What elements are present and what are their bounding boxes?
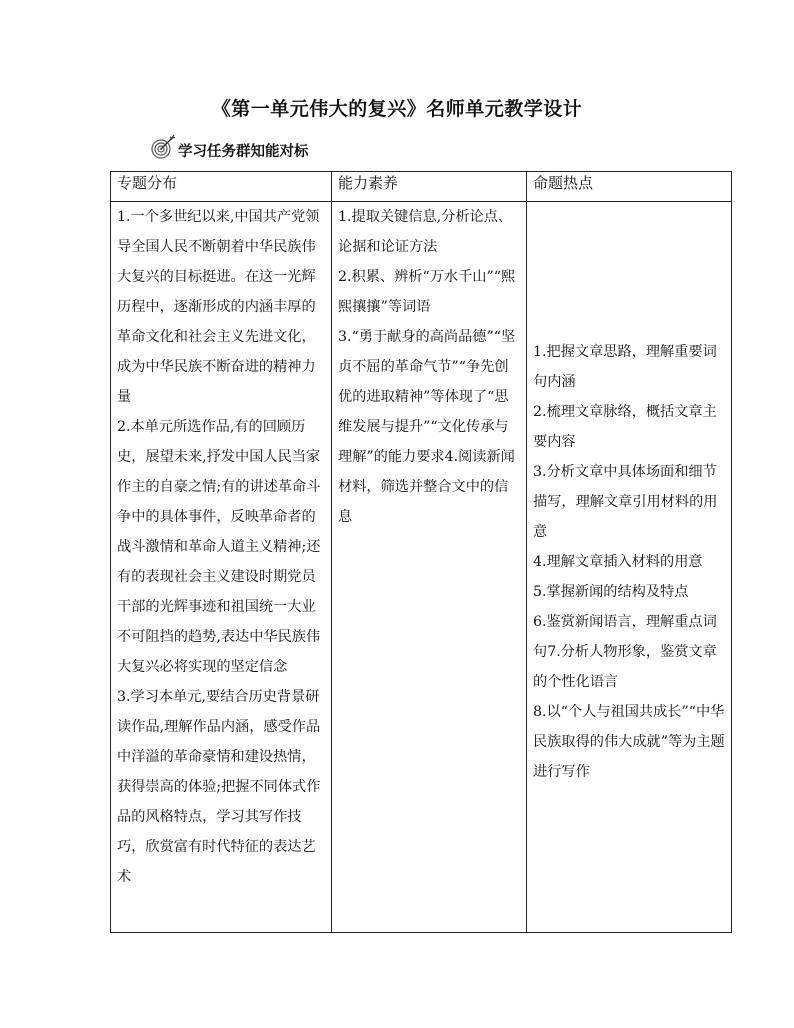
knowledge-table — [110, 171, 732, 933]
ability-literacy-cell — [332, 202, 527, 933]
section-heading — [150, 130, 309, 160]
header-exam-hotspots: 命题热点 — [527, 172, 732, 202]
exam-hotspots-cell — [527, 202, 732, 933]
table-row — [111, 202, 732, 933]
hotspot-item-5: 5.掌握新闻的结构及特点 — [533, 584, 689, 600]
hotspot-item-7: 8.以“个人与祖国共成长”“中华民族取得的伟大成就”等为主题进行写作 — [533, 704, 725, 780]
hotspot-item-1: 1.把握文章思路，理解重要词句内涵 — [533, 344, 717, 390]
topic-distribution-cell — [111, 202, 332, 933]
section-label: 学习任务群知能对标 — [178, 144, 309, 160]
header-ability-literacy: 能力素养 — [332, 172, 527, 202]
hotspot-item-2: 2.梳理文章脉络，概括文章主要内容 — [533, 404, 717, 450]
ability-item-2: 2.积累、辨析“万水千山”“熙熙攘攘”等词语 — [338, 269, 516, 315]
table-header-row — [111, 172, 732, 202]
ability-item-3: 3.“勇于献身的高尚品德”“坚贞不屈的革命气节”“争先创优的进取精神”等体现了“思维发展与提升”“文化传承与理解”的能力要求4.阅读新闻材料，筛选并整合文中的信息 — [338, 329, 516, 525]
topic-paragraph-3: 3.学习本单元,要结合历史背景研读作品,理解作品内涵，感受作品中洋溢的革命豪情和建设热情，获得崇高的体验;把握不同体式作品的风格特点，学习其写作技巧，欣赏富有时代特征的表达艺术 — [117, 689, 321, 885]
target-icon — [150, 134, 176, 160]
ability-item-1: 1.提取关键信息,分析论点、论据和论证方法 — [338, 209, 513, 255]
topic-paragraph-2: 2.本单元所选作品,有的回顾历史，展望未来,抒发中国人民当家作主的自豪之情;有的讲述革命斗争中的具体事件，反映革命者的战斗激情和革命人道主义精神;还有的表现社会主义建设时期党员干部的光辉事迹和祖国统一大业不可阻挡的趋势,表达中华民族伟大复兴必将实现的坚定信念 — [117, 419, 321, 675]
topic-paragraph-1: 1.一个多世纪以来,中国共产党领导全国人民不断朝着中华民族伟大复兴的目标挺进。在这一光辉历程中，逐渐形成的内涵丰厚的革命文化和社会主义先进文化，成为中华民族不断奋进的精神力量 — [117, 209, 320, 405]
header-topic-distribution: 专题分布 — [111, 172, 332, 202]
hotspot-item-4: 4.理解文章插入材料的用意 — [533, 554, 703, 570]
hotspot-item-6: 6.鉴赏新闻语言，理解重点词句7.分析人物形象，鉴赏文章的个性化语言 — [533, 614, 717, 690]
page-title: 《第一单元伟大的复兴》名师单元教学设计 — [211, 98, 583, 120]
hotspot-item-3: 3.分析文章中具体场面和细节描写，理解文章引用材料的用意 — [533, 464, 718, 540]
